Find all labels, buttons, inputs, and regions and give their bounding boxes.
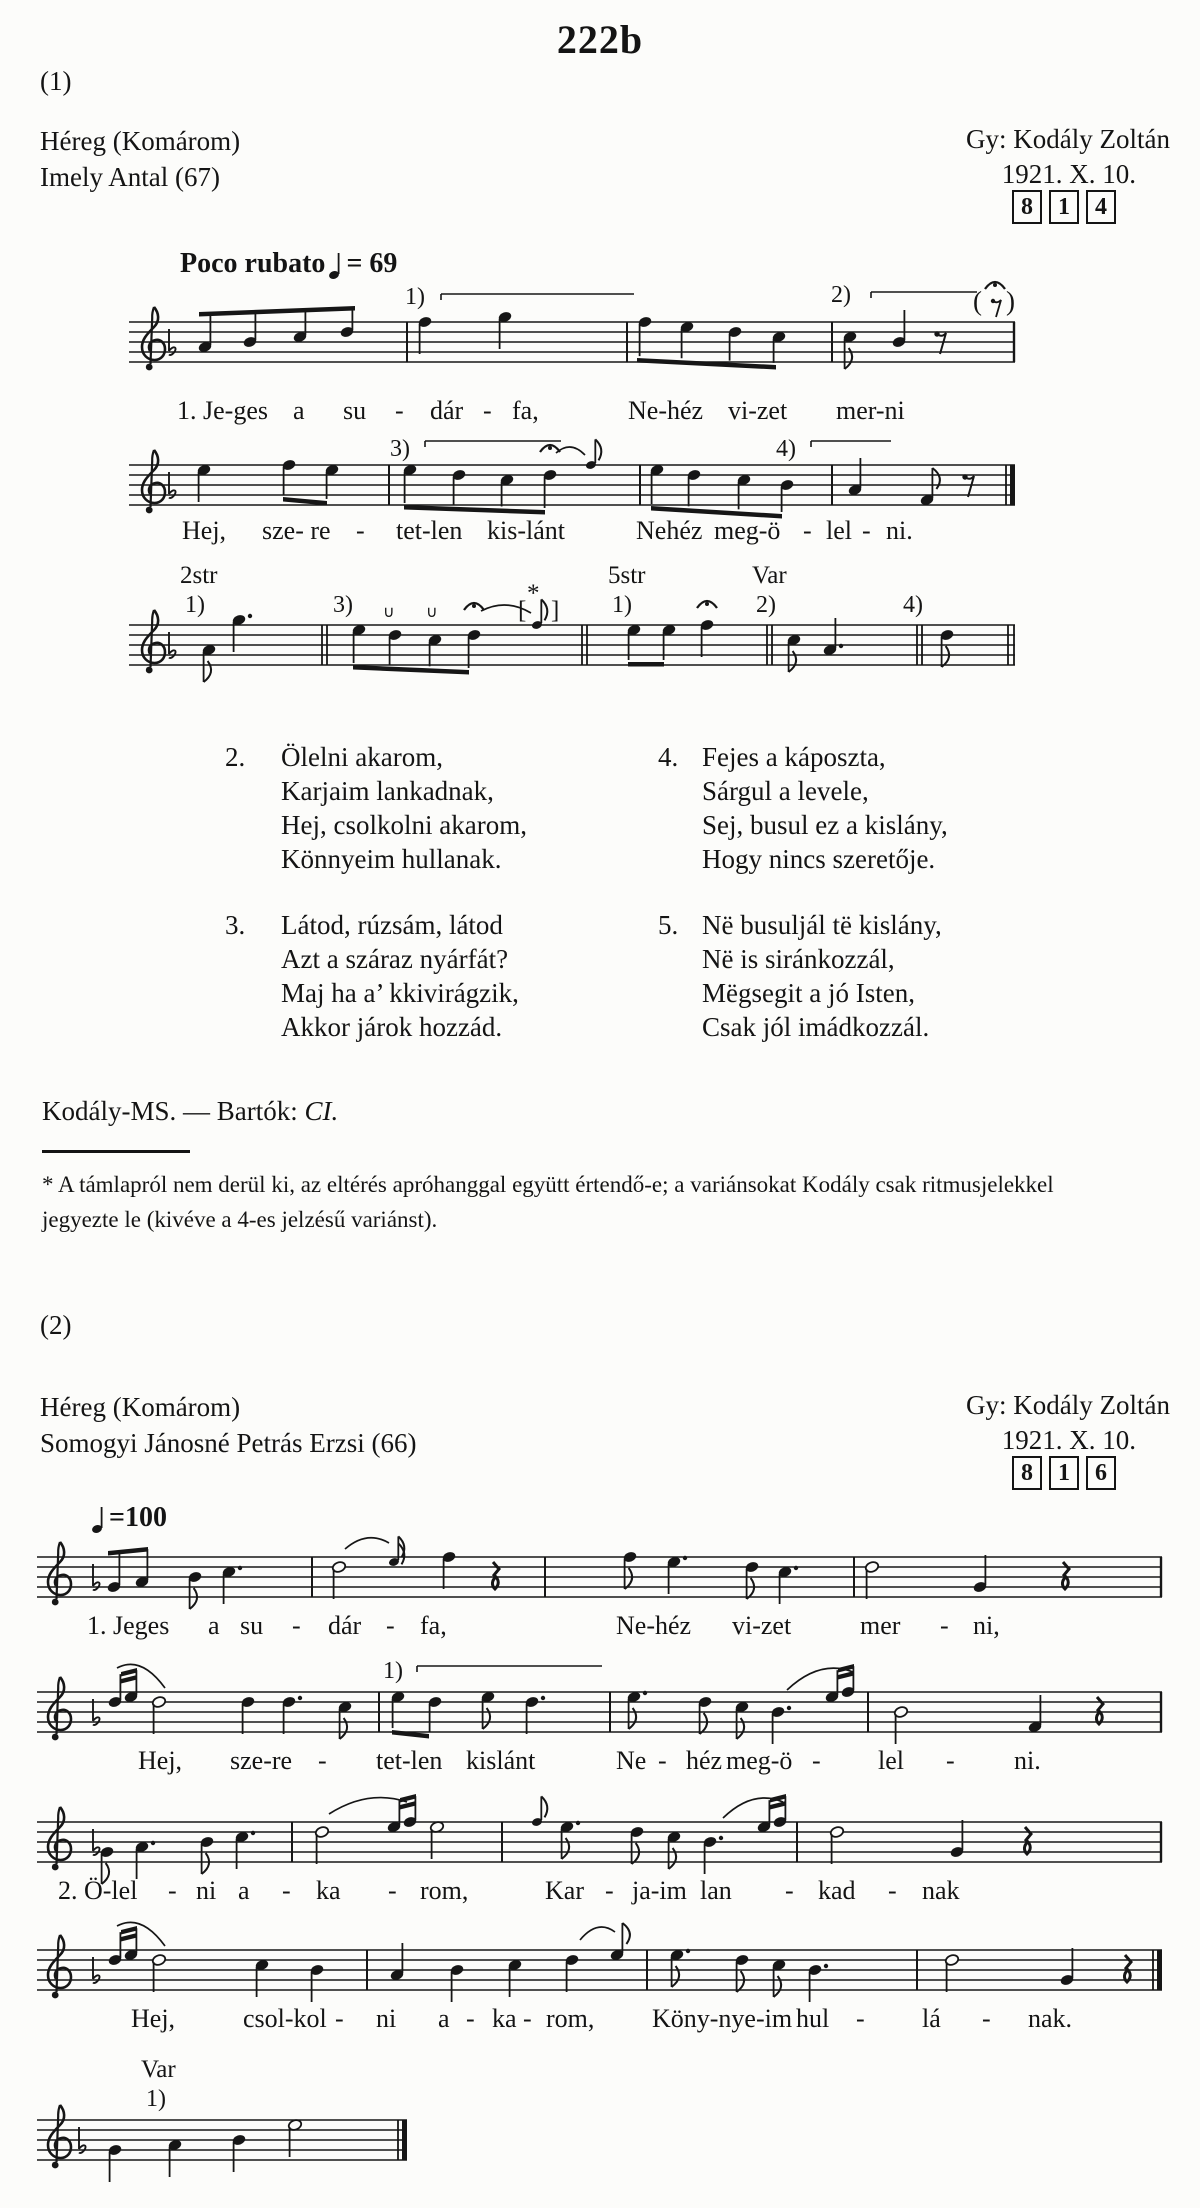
quarter-note-icon	[91, 1504, 106, 1534]
variant-mark: 2str	[180, 562, 218, 589]
lyric-syllable: -	[335, 2004, 344, 2033]
footnote-rule	[42, 1150, 190, 1153]
lyric-syllable: kis-lánt	[487, 516, 565, 545]
lyric-syllable: meg-ö	[726, 1746, 793, 1775]
lyric-syllable: ka	[316, 1876, 341, 1905]
lyric-syllable: a	[238, 1876, 250, 1905]
lyric-syllable: -	[483, 396, 492, 425]
lyric-syllable: nak.	[1028, 2004, 1073, 2033]
source-citation: CI.	[304, 1096, 339, 1126]
variant-mark: Var	[141, 2056, 176, 2083]
lyric-syllable: csol-kol	[243, 2004, 327, 2033]
lyric-syllable: -	[523, 2004, 532, 2033]
tempo-bpm: = 69	[346, 248, 398, 279]
quarter-note-icon	[328, 250, 343, 280]
song2-collector: Gy: Kodály Zoltán	[966, 1390, 1170, 1420]
verse-line: Karjaim lankadnak,	[281, 776, 494, 806]
verse-line: Hogy nincs szeretője.	[702, 844, 936, 874]
lyric-syllable: -	[168, 1876, 177, 1905]
variant-mark: 1)	[612, 592, 632, 618]
lyric-syllable: -	[856, 2004, 865, 2033]
lyric-syllable: mer-ni	[836, 396, 905, 425]
lyric-syllable: Köny-nye-im	[652, 2004, 793, 2033]
lyric-syllable: 1. Je-ges	[177, 396, 268, 425]
lyric-syllable: -	[803, 516, 812, 545]
lyric-syllable: -	[862, 516, 871, 545]
verse-line: Csak jól imádkozzál.	[702, 1012, 930, 1042]
lyric-syllable: héz	[686, 1746, 723, 1775]
variant-mark: 1)	[146, 2086, 166, 2112]
verse-line: Maj ha a’ kkivirágzik,	[281, 978, 519, 1008]
footnote-line2: jegyezte le (kivéve a 4-es jelzésű variánst).	[42, 1207, 438, 1232]
verse-line: Látod, rúzsám, látod	[281, 910, 503, 940]
code-digit: 8	[1012, 190, 1042, 224]
lyric-syllable: ni	[196, 1876, 217, 1905]
lyric-syllable: Ne-héz	[616, 1611, 692, 1640]
verse-2	[225, 740, 527, 876]
lyric-syllable: rom,	[420, 1876, 469, 1905]
lyric-syllable: Ne	[616, 1746, 647, 1775]
lyric-syllable: lel	[878, 1746, 904, 1775]
code-digit: 8	[1012, 1456, 1042, 1490]
verse-line: Sej, busul ez a kislány,	[702, 810, 948, 840]
verse-line: Mëgsegit a jó Isten,	[702, 978, 915, 1008]
lyric-syllable: sze- re	[262, 516, 331, 545]
staff-system-8	[35, 2042, 417, 2208]
variant-mark: 5str	[608, 562, 646, 589]
verse-line: Në is siránkozzál,	[702, 944, 895, 974]
lyric-syllable: -	[812, 1746, 821, 1775]
treble-clef-icon	[48, 1542, 71, 1605]
lyric-syllable: vi-zet	[732, 1611, 792, 1640]
lyric-syllable: a	[293, 396, 305, 425]
verse-number: 3.	[225, 910, 246, 940]
treble-clef-icon	[48, 1807, 71, 1870]
verse-line: Akkor járok hozzád.	[281, 1012, 503, 1042]
lyric-syllable: meg-ö	[714, 516, 781, 545]
lyric-syllable: ni.	[886, 516, 913, 545]
quarter-rest	[1062, 1562, 1069, 1589]
lyric-syllable: Ne-héz	[628, 396, 704, 425]
lyric-syllable: ja-im	[632, 1876, 687, 1905]
lyric-syllable: -	[658, 1746, 667, 1775]
variant-mark: 1)	[185, 592, 205, 618]
song1-date: 1921. X. 10.	[1001, 159, 1136, 189]
lyric-syllable: -	[940, 1611, 949, 1640]
verse-line: Ölelni akarom,	[281, 742, 443, 772]
verse-5	[658, 908, 942, 1044]
lyric-syllable: Nehéz	[636, 516, 703, 545]
small-rest-icon	[993, 300, 1001, 317]
verse-line: Hej, csolkolni akarom,	[281, 810, 527, 840]
song1-number: (1)	[40, 66, 72, 96]
lyric-syllable: -	[395, 396, 404, 425]
lyric-syllable: Hej,	[182, 516, 227, 545]
lyric-syllable: -	[356, 516, 365, 545]
verse-line: Azt a száraz nyárfát?	[281, 944, 509, 974]
lyric-syllable: -	[282, 1876, 291, 1905]
lyric-syllable: -	[466, 2004, 475, 2033]
lyric-syllable: -	[292, 1611, 301, 1640]
verse-line: Sárgul a levele,	[702, 776, 869, 806]
treble-clef-icon	[48, 2105, 71, 2168]
lyric-syllable: -	[388, 1876, 397, 1905]
verse-number: 5.	[658, 910, 679, 940]
slur	[345, 1538, 389, 1549]
treble-clef-icon	[142, 307, 165, 370]
lyric-syllable: a	[208, 1611, 220, 1640]
lyric-syllable: lel	[826, 516, 852, 545]
staff-system-3	[127, 547, 1025, 723]
song2-informant: Somogyi Jánosné Petrás Erzsi (66)	[40, 1428, 417, 1458]
variant-mark: ]	[551, 597, 560, 624]
footnote-line1: * A támlapról nem derül ki, az eltérés apróhanggal együtt értendő-e; a variánsokat Kodály csak ritmusjelekkel	[42, 1172, 1054, 1197]
lyric-syllable: ni.	[1014, 1746, 1041, 1775]
verse-line: Në busuljál të kislány,	[702, 910, 942, 940]
variant-mark: 4)	[776, 436, 796, 462]
lyric-syllable: fa,	[512, 396, 539, 425]
lyric-syllable: Hej,	[131, 2004, 176, 2033]
song1-place: Héreg (Komárom)	[40, 126, 241, 156]
lyric-syllable: dár	[328, 1611, 362, 1640]
lyric-syllable: ka	[492, 2004, 517, 2033]
lyric-syllable: hul	[796, 2004, 830, 2033]
lyric-syllable: lan	[700, 1876, 732, 1905]
treble-clef-icon	[48, 1935, 71, 1998]
song1-code	[1012, 190, 1123, 224]
tempo-marking	[88, 1502, 167, 1534]
source-text: Kodály-MS. — Bartók:	[42, 1096, 305, 1126]
song2-date: 1921. X. 10.	[1001, 1425, 1136, 1455]
lyric-syllable: -	[605, 1876, 614, 1905]
lyric-syllable: su	[240, 1611, 264, 1640]
variant-mark: )	[1006, 286, 1015, 316]
verse-4	[658, 740, 948, 876]
variant-mark: 2)	[831, 282, 851, 308]
variant-mark: 1)	[405, 284, 425, 310]
song2-number: (2)	[40, 1310, 72, 1340]
lyric-syllable: Hej,	[138, 1746, 183, 1775]
lyric-syllable: rom,	[546, 2004, 595, 2033]
lyric-syllable: -	[386, 1611, 395, 1640]
quarter-rest	[1024, 1827, 1031, 1854]
lyric-syllable: a	[438, 2004, 450, 2033]
lyric-syllable: -	[946, 1746, 955, 1775]
code-digit: 1	[1049, 190, 1079, 224]
lyric-syllable: mer	[860, 1611, 901, 1640]
variant-mark: *	[527, 580, 540, 607]
lyric-syllable: nak	[922, 1876, 960, 1905]
lyric-syllable: -	[318, 1746, 327, 1775]
variant-mark: ∪	[383, 604, 395, 621]
quarter-rest	[1124, 1955, 1131, 1982]
treble-clef-icon	[48, 1677, 71, 1740]
variant-mark: 4)	[903, 592, 923, 618]
lyric-syllable: ni	[376, 2004, 397, 2033]
lyric-syllable: su	[343, 396, 367, 425]
tempo-marking	[180, 248, 397, 280]
tempo-label: Poco rubato	[180, 248, 326, 279]
lyric-syllable: tet-len	[396, 516, 463, 545]
lyric-syllable: 2. Ö-lel	[58, 1876, 138, 1905]
slur	[117, 1664, 165, 1688]
variant-mark: Var	[752, 562, 787, 589]
lyric-syllable: ni,	[973, 1611, 1000, 1640]
code-digit: 6	[1086, 1456, 1116, 1490]
variant-mark: [	[518, 597, 527, 624]
variant-mark: 3)	[390, 436, 410, 462]
quarter-rest	[1096, 1697, 1103, 1724]
song1-collector: Gy: Kodály Zoltán	[966, 124, 1170, 154]
slur	[580, 1927, 615, 1940]
tempo-bpm: =100	[109, 1502, 167, 1533]
treble-clef-icon	[142, 450, 165, 513]
verse-line: Könnyeim hullanak.	[281, 844, 502, 874]
slur	[329, 1798, 407, 1814]
verse-number: 2.	[225, 742, 246, 772]
code-digit: 1	[1049, 1456, 1079, 1490]
code-digit: 4	[1086, 190, 1116, 224]
verse-number: 4.	[658, 742, 679, 772]
variant-mark: (	[973, 286, 982, 316]
lyric-syllable: vi-zet	[728, 396, 788, 425]
lyric-syllable: -	[785, 1876, 794, 1905]
lyric-syllable: -	[888, 1876, 897, 1905]
lyric-syllable: Kar	[545, 1876, 584, 1905]
verse-line: Fejes a káposzta,	[702, 742, 886, 772]
variant-mark: ∪	[426, 604, 438, 621]
quarter-rest	[492, 1562, 499, 1589]
source-reference	[42, 1096, 338, 1127]
slur	[787, 1668, 853, 1690]
lyric-syllable: kad	[818, 1876, 856, 1905]
variant-mark: 3)	[333, 592, 353, 618]
page-title: 222b	[556, 17, 644, 62]
lyric-syllable: sze-re	[230, 1746, 293, 1775]
treble-clef-icon	[142, 610, 165, 673]
lyric-syllable: fa,	[420, 1611, 447, 1640]
variant-mark: 2)	[756, 592, 776, 618]
verse-3	[225, 908, 519, 1044]
lyric-syllable: lá	[922, 2004, 941, 2033]
variant-mark: 1)	[383, 1658, 403, 1684]
lyric-syllable: kislánt	[466, 1746, 536, 1775]
lyric-syllable: dár	[430, 396, 464, 425]
song1-informant: Imely Antal (67)	[40, 162, 220, 192]
lyric-syllable: -	[982, 2004, 991, 2033]
lyric-syllable: tet-len	[376, 1746, 443, 1775]
slur	[117, 1922, 165, 1946]
lyric-syllable: 1. Jeges	[87, 1611, 170, 1640]
song2-place: Héreg (Komárom)	[40, 1392, 241, 1422]
